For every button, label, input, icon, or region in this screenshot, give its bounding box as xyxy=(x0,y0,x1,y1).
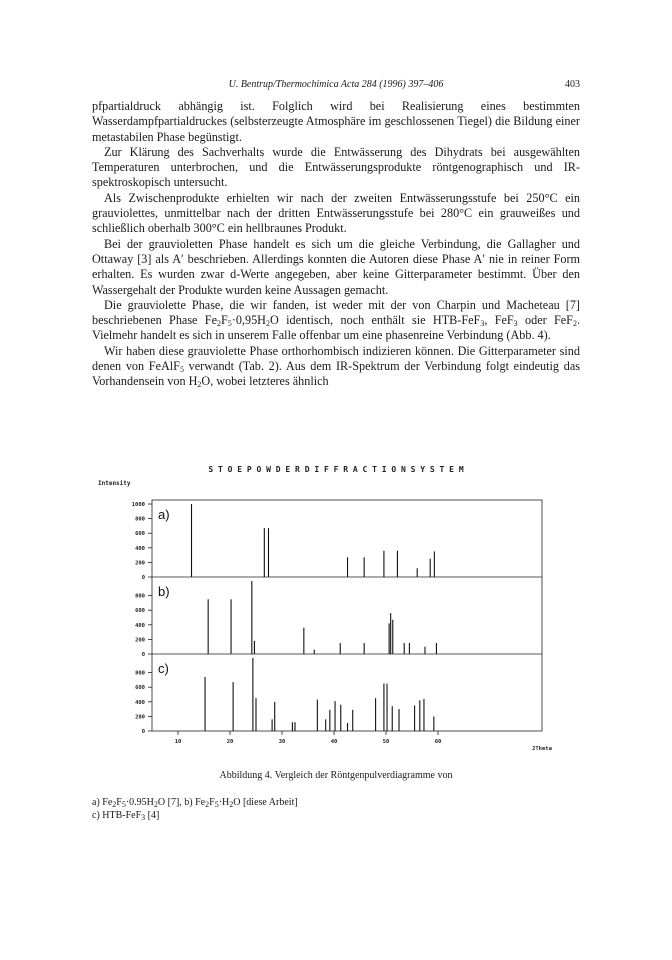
subscript: 3 xyxy=(480,319,485,329)
x-tick-label: 40 xyxy=(330,739,338,745)
text-run: a) Fe xyxy=(92,797,113,808)
y-tick-label: 600 xyxy=(135,531,145,538)
figure-caption: Abbildung 4. Vergleich der Röntgenpulverdiagramme von xyxy=(219,770,453,781)
subscript: 2 xyxy=(153,800,158,809)
legend-line xyxy=(92,796,580,809)
y-tick-label: 200 xyxy=(135,714,145,721)
subscript: 5 xyxy=(227,319,232,329)
x-tick-label: 20 xyxy=(226,739,234,745)
subscript: 5 xyxy=(179,365,184,375)
subscript: 2 xyxy=(112,800,117,809)
x-tick-label: 30 xyxy=(278,739,286,745)
running-header xyxy=(92,79,580,95)
text-run: O [diese Arbeit] xyxy=(233,797,298,808)
running-title: U. Bentrup/Thermochimica Acta 284 (1996) 397–406 xyxy=(228,79,444,90)
text-run: oder FeF xyxy=(517,313,573,328)
y-tick-label: 600 xyxy=(135,685,145,692)
subscript: 2 xyxy=(217,319,221,329)
figure-legend xyxy=(92,796,580,822)
text-run: Wir haben diese grauviolette Phase orthorhombisch indizieren können. Die Gitterparameter sind denen von FeAlF xyxy=(92,343,580,374)
xrd-figure xyxy=(92,460,580,760)
subscript: 2 xyxy=(572,319,577,329)
text-run: verwandt (Tab. 2). Aus dem IR-Spektrum der Verbindung folgt eindeutig das Vorhandensein von H xyxy=(92,359,580,389)
y-tick-label: 1000 xyxy=(131,502,145,508)
y-tick-label: 0 xyxy=(141,729,145,735)
paragraph xyxy=(92,298,580,344)
text-run: O, wobei letzteres ähnlich xyxy=(201,374,329,389)
text-run: F xyxy=(116,797,122,808)
subscript: 3 xyxy=(513,319,518,329)
text-run: F xyxy=(221,313,228,328)
x-tick-label: 60 xyxy=(434,739,442,745)
y-tick-label: 800 xyxy=(135,593,145,600)
subscript: 3 xyxy=(141,813,146,822)
paragraph xyxy=(92,344,580,390)
x-tick-label: 10 xyxy=(174,739,182,745)
y-tick-label: 200 xyxy=(135,560,145,567)
panel-label: a) xyxy=(158,507,170,522)
y-tick-label: 800 xyxy=(135,516,145,523)
subscript: 2 xyxy=(205,800,210,809)
text-run: c) HTB-FeF xyxy=(92,810,142,821)
text-run: F xyxy=(209,797,215,808)
subscript: 2 xyxy=(229,800,234,809)
subscript: 5 xyxy=(121,800,126,809)
x-tick-label: 50 xyxy=(382,739,390,745)
paragraph xyxy=(92,99,580,145)
body-text xyxy=(92,99,580,390)
text-run: pfpartialdruck abhängig ist. Folglich wird bei Realisierung eines bestimmten Wasserdampfpartialdruckes (selbsterzeugte Atmosphäre im geschlossenen Tiegel) die Bildung einer metastabilen Phase begünstigt. xyxy=(92,99,580,144)
panel-label: c) xyxy=(158,661,169,676)
subscript: 5 xyxy=(214,800,219,809)
y-tick-label: 400 xyxy=(135,622,145,629)
y-tick-label: 0 xyxy=(141,652,145,658)
text-run: Die grauviolette Phase, die wir fanden, ist weder mit der von Charpin und Macheteau [7] beschriebenen Phase Fe xyxy=(92,297,580,328)
text-run: [4] xyxy=(145,810,160,821)
text-run: ·0,95H xyxy=(231,313,266,328)
legend-line xyxy=(92,809,580,822)
y-tick-label: 800 xyxy=(135,670,145,677)
y-tick-label: 600 xyxy=(135,608,145,615)
y-tick-label: 400 xyxy=(135,699,145,706)
panel-label: b) xyxy=(158,584,170,599)
text-run: O [7], b) Fe xyxy=(157,797,206,808)
y-tick-label: 400 xyxy=(135,545,145,552)
paragraph xyxy=(92,237,580,298)
text-run: , FeF xyxy=(484,313,514,328)
chart-title: S T O E P O W D E R D I F F R A C T I O N S Y S T E M xyxy=(208,465,464,474)
y-axis-label: Intensity xyxy=(98,480,131,487)
text-run: ·H xyxy=(218,797,230,808)
paragraph xyxy=(92,145,580,191)
text-run: . Vielmehr handelt es sich in unserem Falle offenbar um eine phasenreine Verbindung (Abb. 4). xyxy=(92,313,581,343)
y-tick-label: 0 xyxy=(141,575,145,581)
plot-frame xyxy=(152,500,542,731)
y-tick-label: 200 xyxy=(135,637,145,644)
text-run: ·0.95H xyxy=(125,797,154,808)
text-run: O identisch, noch enthält sie HTB-FeF xyxy=(269,313,481,328)
page-number: 403 xyxy=(565,79,580,90)
paragraph xyxy=(92,191,580,237)
subscript: 2 xyxy=(265,319,270,329)
text-run: Als Zwischenprodukte erhielten wir nach der zweiten Entwässerungsstufe bei 250°C ein grauviolettes, unmittelbar nach der dritten Entwässerungsstufe bei 280°C ein grauweißes und schließlich oberhalb 300°C ein hellbraunes Produkt. xyxy=(92,190,580,236)
subscript: 2 xyxy=(197,380,202,390)
text-run: Zur Klärung des Sachverhalts wurde die Entwässerung des Dihydrats bei ausgewählten Temperaturen unterbrochen, und die Entwässerungsprodukte röntgenographisch und IR-spektroskopisch untersucht. xyxy=(92,144,580,190)
text-run: Bei der grauvioletten Phase handelt es sich um die gleiche Verbindung, die Gallagher und Ottaway [3] als A′ beschrieben. Allerdings konnten die Autoren diese Phase A′ nie in reiner Form erhalten. Es wurden zwar d-Werte angegeben, aber keine Gitterparameter bestimmt. Über den Wassergehalt der Produkte wurden keine Aussagen gemacht. xyxy=(92,236,580,297)
x-axis-label: 2Theta xyxy=(532,746,552,752)
